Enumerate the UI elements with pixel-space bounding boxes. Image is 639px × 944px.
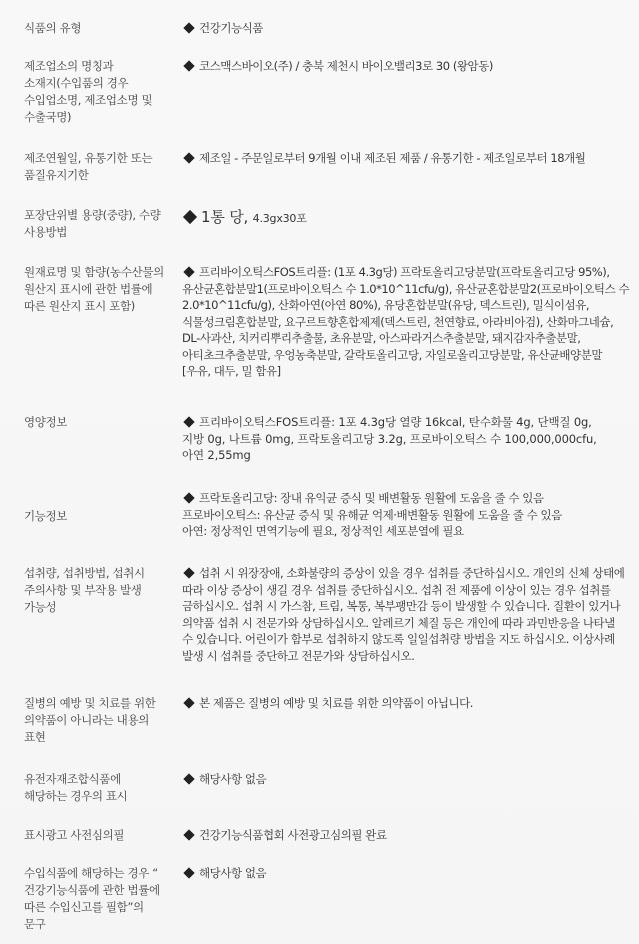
label-line: 사용방법 (24, 225, 68, 239)
row-value (182, 207, 630, 229)
value-text: 프락토올리고당: 장내 유익균 증식 및 배변활동 원활에 도움을 줄 수 있음 (199, 491, 544, 505)
row-label (24, 771, 172, 805)
label-line: 표시광고 사전심의필 (24, 828, 125, 842)
value-line (182, 58, 630, 75)
value-text: 건강기능식품 (199, 21, 263, 35)
value-text: 건강기능식품협회 사전광고심의필 완료 (199, 828, 387, 842)
value-line: 발생 시 섭취를 중단하고 전문가와 상담하십시오. (182, 648, 415, 663)
row-value (182, 771, 630, 788)
row-label (24, 150, 172, 184)
label-line: 따른 원산지 표시 포함) (24, 299, 135, 313)
row-value (182, 20, 630, 37)
label-line: 포장단위별 용량(중량), 수량 (24, 208, 161, 222)
label-line: 의약품이 아니라는 내용의 (24, 713, 149, 727)
label-line: 원재료명 및 함량(농수산물의 (24, 265, 164, 279)
label-line: 기능정보 (24, 509, 68, 523)
diamond-bullet-icon (183, 492, 194, 503)
label-line: 건강기능식품에 관한 법률에 (24, 883, 160, 897)
value-line (182, 150, 630, 167)
value-text: 코스맥스바이오(주) / 충북 제천시 바이오밸리3로 30 (왕암동) (199, 59, 493, 73)
label-line: 따른 수입신고를 필함”의 (24, 900, 144, 914)
row-label (24, 207, 172, 241)
value-text: 프리바이오틱스FOS트리플: 1포 4.3g당 열량 16kcal, 탄수화물 4g, 단백질 0g, (199, 415, 592, 429)
label-line: 품질유지기한 (24, 168, 89, 182)
label-line: 소재지(수입품의 경우 (24, 76, 129, 90)
diamond-bullet-icon (183, 829, 194, 840)
value-line: 의약품 섭취 시 전문가와 상담하십시오. 알레르기 체질 등은 개인에 따라 과민반응을 나타낼 (182, 615, 615, 630)
row-value (182, 490, 630, 540)
row-label (24, 508, 172, 525)
row-label (24, 865, 172, 933)
row-value (182, 865, 630, 882)
row-label (24, 58, 172, 126)
value-text: 1통 당, (201, 208, 249, 226)
diamond-bullet-icon (183, 22, 194, 33)
label-line: 영양정보 (24, 415, 68, 429)
row-label (24, 827, 172, 844)
row-value (182, 150, 630, 167)
value-line: 수 있습니다. 어린이가 함부로 섭취하지 않도록 일일섭취량 방법을 지도 하십시오. 이상사례 (182, 632, 615, 646)
row-value (182, 695, 630, 712)
label-line: 질병의 예방 및 치료를 위한 (24, 696, 156, 710)
value-line: 유산균혼합분말1(프로바이오틱스 수 1.0*10^11cfu/g), 유산균혼합분말2(프로바이오틱스 수 (182, 281, 630, 296)
row-label (24, 695, 172, 746)
row-value (182, 414, 630, 464)
value-line: 아티초크추출분말, 우엉농축분말, 갈락토올리고당, 자일로올리고당분말, 유산균배양분말 (182, 347, 603, 362)
label-line: 수출국명) (24, 110, 72, 124)
diamond-bullet-icon (183, 773, 194, 784)
value-line: [우유, 대두, 밀 함유] (182, 364, 281, 378)
diamond-bullet-icon (183, 266, 194, 277)
value-line: DL-사과산, 치커리뿌리추출물, 초유분말, 아스파라거스추출분말, 돼지감자추출분말, (182, 331, 581, 345)
diamond-bullet-icon (183, 697, 194, 708)
value-line: 지방 0g, 나트륨 0mg, 프락토올리고당 3.2g, 프로바이오틱스 수 100,000,000cfu, (182, 431, 597, 446)
label-line: 원산지 표시에 관한 법률에 (24, 282, 153, 296)
label-line: 가능성 (24, 600, 57, 614)
row-label (24, 414, 172, 431)
value-text: 프리바이오틱스FOS트리플: (1포 4.3g당) 프락토올리고당분말(프락토올리고당 95%), (199, 265, 610, 279)
value-line (182, 207, 630, 229)
value-line: 2.0*10^11cfu/g), 산화아연(아연 80%), 유당혼합분말(유당, 덱스트린), 밀식이섬유, (182, 298, 590, 312)
diamond-bullet-icon (183, 60, 194, 71)
label-line: 표현 (24, 730, 46, 744)
label-line: 섭취량, 섭취방법, 섭취시 (24, 566, 145, 580)
value-line (182, 565, 630, 582)
row-value (182, 264, 630, 380)
diamond-bullet-icon (183, 416, 194, 427)
value-line: 아연: 정상적인 면역기능에 필요, 정상적인 세포분열에 필요 (182, 524, 464, 538)
value-line (182, 20, 630, 37)
value-line: 따라 이상 증상이 생길 경우 섭취를 중단하십시오. 섭취 전 제품에 이상이 있는 경우 섭취를 (182, 582, 611, 597)
value-line: 식물성크림혼합분말, 요구르트향혼합제제(덱스트린, 천연향료, 아라비아검), 산화마그네슘, (182, 314, 614, 329)
value-line (182, 865, 630, 882)
label-line: 식품의 유형 (24, 21, 82, 35)
value-line (182, 827, 630, 844)
row-value (182, 827, 630, 844)
value-line: 프로바이오틱스: 유산균 증식 및 유해균 억제·배변활동 원활에 도움을 줄 수 있음 (182, 507, 562, 522)
value-line (182, 695, 630, 712)
value-line: 아연 2,55mg (182, 448, 251, 462)
value-line (182, 490, 630, 507)
label-line: 수입식품에 해당하는 경우 “ (24, 866, 158, 880)
value-line (182, 264, 630, 281)
value-text: 섭취 시 위장장애, 소화불량의 증상이 있을 경우 섭취를 중단하십시오. 개인의 신체 상태에 (199, 566, 625, 580)
row-label (24, 20, 172, 37)
value-line (182, 771, 630, 788)
row-label (24, 264, 172, 315)
row-label (24, 565, 172, 616)
value-line (182, 414, 630, 431)
value-line: 금하십시오. 섭취 시 가스참, 트림, 복통, 복부팽만감 등이 발생할 수 있습니다. 질환이 있거나 (182, 599, 621, 613)
label-line: 수입업소명, 제조업소명 및 (24, 93, 153, 107)
diamond-bullet-icon (183, 867, 194, 878)
label-line: 유전자재조합식품에 (24, 772, 121, 786)
value-text: 본 제품은 질병의 예방 및 치료를 위한 의약품이 아닙니다. (199, 696, 474, 710)
row-value (182, 58, 630, 75)
diamond-bullet-icon (183, 209, 197, 223)
label-line: 문구 (24, 917, 46, 931)
value-text: 해당사항 없음 (199, 866, 267, 880)
diamond-bullet-icon (183, 152, 194, 163)
label-line: 주의사항 및 부작용 발생 (24, 583, 142, 597)
label-line: 해당하는 경우의 표시 (24, 789, 128, 803)
diamond-bullet-icon (183, 567, 194, 578)
value-text: 해당사항 없음 (199, 772, 267, 786)
value-text: 제조일 - 주문일로부터 9개월 이내 제조된 제품 / 유통기한 - 제조일로부터 18개월 (199, 151, 586, 165)
row-value (182, 565, 630, 664)
label-line: 제조업소의 명칭과 (24, 59, 114, 73)
label-line: 제조연월일, 유통기한 또는 (24, 151, 153, 165)
value-text-small: 4.3gx30포 (252, 212, 307, 225)
